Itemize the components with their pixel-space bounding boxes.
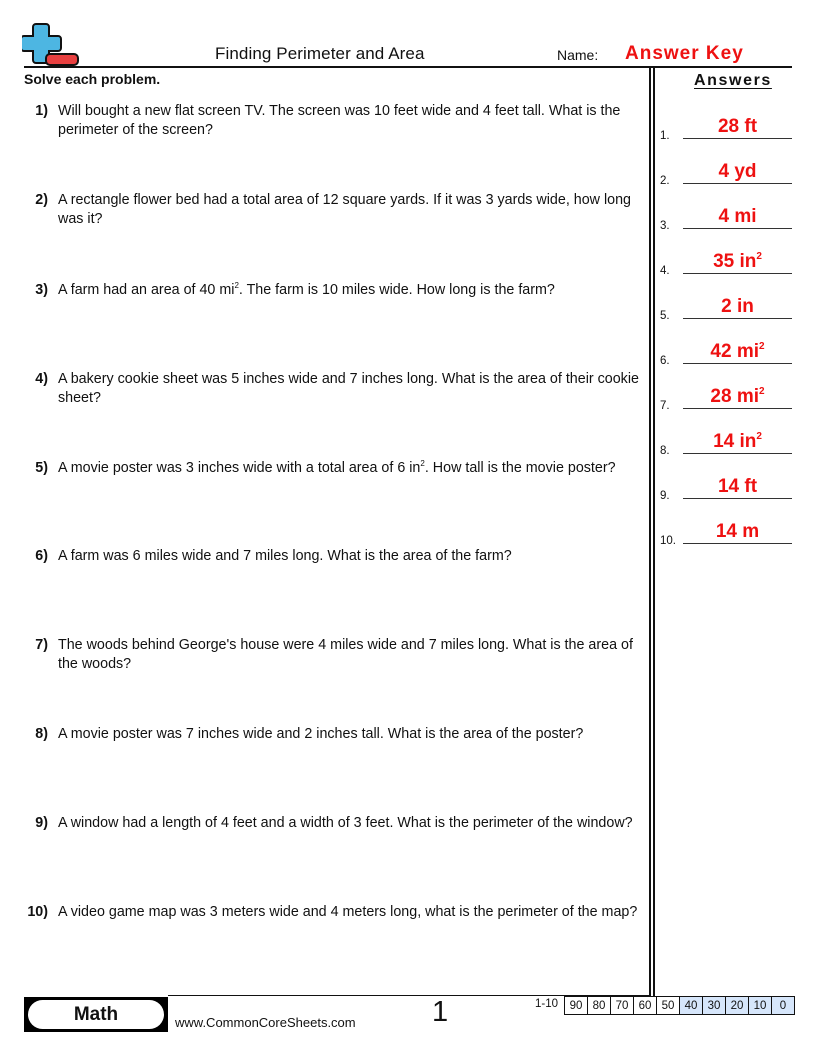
score-cell: 80 [588, 997, 611, 1014]
problem-number: 3) [35, 282, 48, 298]
name-label: Name: [557, 47, 599, 63]
score-cell: 90 [565, 997, 588, 1014]
answer-line [683, 228, 792, 229]
score-cell: 70 [611, 997, 634, 1014]
problem-text: A window had a length of 4 feet and a width of 3 feet. What is the perimeter of the window? [58, 815, 633, 831]
problem-text: A farm was 6 miles wide and 7 miles long. What is the area of the farm? [58, 548, 512, 564]
score-range-label: 1-10 [535, 998, 559, 1010]
header-divider [24, 66, 792, 68]
website-link[interactable]: www.CommonCoreSheets.com [175, 1015, 356, 1030]
problem-number: 1) [35, 103, 48, 119]
subject-label: Math [28, 1000, 164, 1029]
plus-minus-logo-icon [22, 22, 80, 68]
problem-number: 9) [35, 815, 48, 831]
answer-row-10 [660, 520, 800, 547]
score-cell: 20 [726, 997, 749, 1014]
answer-index: 4. [660, 265, 670, 277]
answer-row-8 [660, 430, 800, 457]
answer-index: 5. [660, 310, 670, 322]
problem-number: 4) [35, 371, 48, 387]
problem-text: The woods behind George's house were 4 miles wide and 7 miles long. What is the area of the woods? [58, 637, 633, 672]
answer-line [683, 453, 792, 454]
problem-text: A video game map was 3 meters wide and 4 meters long, what is the perimeter of the map? [58, 904, 638, 920]
problem-number: 2) [35, 192, 48, 208]
answer-value: 35 $in^2$ [713, 251, 762, 272]
answer-value: 28 $mi^2$ [710, 386, 765, 407]
answer-line [683, 498, 792, 499]
score-cell: 30 [703, 997, 726, 1014]
score-cell: 0 [772, 997, 795, 1014]
problem-text: A movie poster was 7 inches wide and 2 inches tall. What is the area of the poster? [58, 726, 584, 742]
problem-number: 8) [35, 726, 48, 742]
answer-row-2 [660, 160, 800, 187]
problem-text: A farm had an area of 40 $mi^2$. The farm is 10 miles wide. How long is the farm? [58, 281, 555, 298]
score-cell: 40 [680, 997, 703, 1014]
problem-text: A rectangle flower bed had a total area of 12 square yards. If it was 3 yards wide, how long was it? [58, 192, 631, 227]
name-value: Answer Key [625, 43, 744, 64]
answer-row-3 [660, 205, 800, 232]
answer-line [683, 318, 792, 319]
answer-value: 4 mi [718, 206, 757, 227]
answer-value: 14 ft [717, 476, 758, 497]
problem-number: 6) [35, 548, 48, 564]
answer-row-9 [660, 475, 800, 502]
score-cell: 50 [657, 997, 680, 1014]
answer-value: 4 yd [718, 161, 757, 182]
answers-heading: Answers [694, 72, 772, 89]
answer-value: 28 ft [717, 116, 758, 137]
answer-line [683, 138, 792, 139]
answer-row-4 [660, 250, 800, 277]
problem-text: A movie poster was 3 inches wide with a total area of 6 $in^2$. How tall is the movie poster? [58, 459, 616, 476]
answer-line [683, 363, 792, 364]
answer-row-6 [660, 340, 800, 367]
problem-number: 7) [35, 637, 48, 653]
answer-line [683, 408, 792, 409]
subject-badge [24, 997, 168, 1032]
answer-index: 2. [660, 175, 670, 187]
score-cell: 60 [634, 997, 657, 1014]
problem-text: A bakery cookie sheet was 5 inches wide and 7 inches long. What is the area of their cookie sheet? [58, 371, 639, 406]
column-divider [653, 68, 655, 996]
worksheet-title: Finding Perimeter and Area [215, 44, 425, 63]
score-table [564, 996, 795, 1015]
answer-index: 10. [660, 535, 676, 547]
problem-text: Will bought a new flat screen TV. The screen was 10 feet wide and 4 feet tall. What is the perimeter of the screen? [58, 103, 621, 138]
answer-line [683, 273, 792, 274]
answer-row-5 [660, 295, 800, 322]
answer-value: 2 in [721, 296, 754, 317]
answer-index: 6. [660, 355, 670, 367]
answer-index: 8. [660, 445, 670, 457]
answer-value: 14 $in^2$ [713, 431, 762, 452]
page-number: 1 [432, 996, 449, 1028]
score-cell: 10 [749, 997, 772, 1014]
answer-line [683, 183, 792, 184]
problem-number: 10) [27, 904, 48, 920]
column-divider [649, 68, 651, 996]
answer-value: 42 $mi^2$ [710, 341, 765, 362]
instructions: Solve each problem. [24, 71, 161, 87]
answer-row-1 [660, 115, 800, 142]
answer-index: 3. [660, 220, 670, 232]
answer-row-7 [660, 385, 800, 412]
problem-number: 5) [35, 460, 48, 476]
answer-line [683, 543, 792, 544]
answer-index: 7. [660, 400, 670, 412]
answer-index: 1. [660, 130, 670, 142]
answer-value: 14 m [715, 521, 760, 542]
answer-index: 9. [660, 490, 670, 502]
